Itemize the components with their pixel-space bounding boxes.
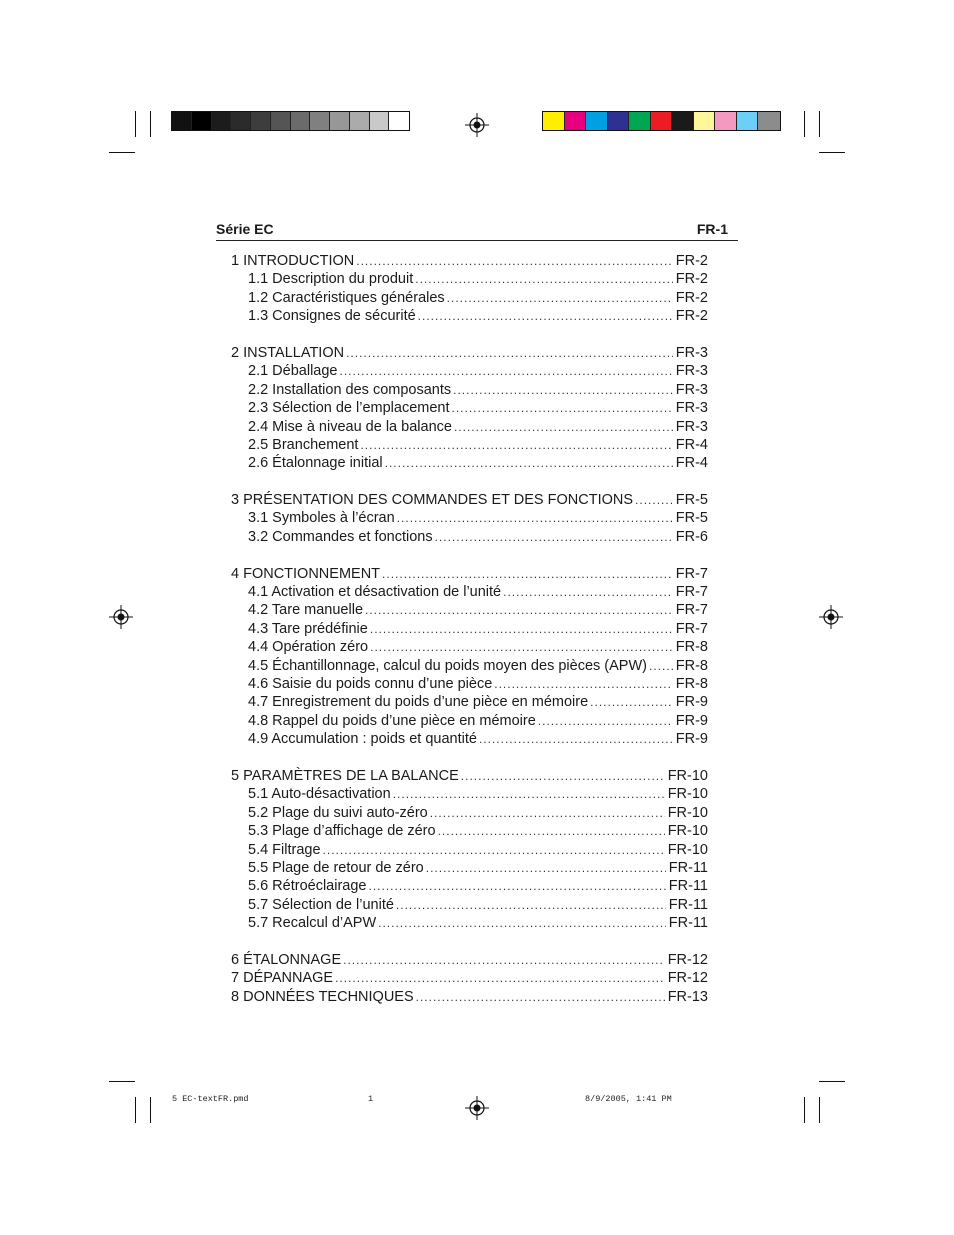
toc-leader-dots [416,988,665,1006]
color-swatch [737,112,759,130]
toc-entry-page: FR-2 [675,271,708,288]
toc-entry-page: FR-2 [675,253,708,269]
toc-entry-label: 5.1 Auto-désactivation [248,786,391,803]
toc-entry-page: FR-6 [675,528,708,545]
toc-entry-page: FR-3 [675,344,708,361]
toc-entry-label: 4.1 Activation et désactivation de l’unité [248,584,502,601]
toc-entry[interactable] [231,804,708,822]
toc-entry-label: 5.2 Plage du suivi auto-zéro [248,804,428,821]
toc-entry-page: FR-8 [675,639,708,656]
toc-entry-label: 4 FONCTIONNEMENT [231,565,381,582]
toc-entry-page: FR-7 [675,602,708,619]
toc-leader-dots [369,877,666,895]
color-swatch [330,112,350,130]
toc-leader-dots [396,896,666,914]
registration-mark-icon [109,605,133,629]
toc-entry[interactable] [231,601,708,619]
toc-entry-label: 2.2 Installation des composants [248,381,452,398]
color-swatch [231,112,251,130]
toc-entry-label: 5.7 Sélection de l’unité [248,896,394,913]
toc-leader-dots [649,657,673,675]
toc-entry-page: FR-10 [667,841,708,858]
color-swatch [192,112,212,130]
toc-entry-label: 3.2 Commandes et fonctions [248,528,433,545]
toc-entry[interactable] [231,785,708,803]
toc-entry[interactable] [231,344,708,362]
toc-entry-page: FR-10 [667,786,708,803]
toc-entry-label: 5.5 Plage de retour de zéro [248,859,424,876]
toc-entry[interactable] [231,565,708,583]
toc-entry-page: FR-5 [675,492,708,509]
toc-entry-page: FR-8 [675,675,708,692]
toc-entry[interactable] [231,252,708,270]
toc-entry-page: FR-7 [675,584,708,601]
color-swatch [758,112,780,130]
toc-leader-dots [438,822,665,840]
toc-entry-label: 4.5 Échantillonnage, calcul du poids moyen des pièces (APW) [248,657,647,674]
toc-entry[interactable] [231,657,708,675]
toc-leader-dots [452,399,673,417]
toc-entry[interactable] [231,381,708,399]
toc-leader-dots [382,565,673,583]
toc-entry[interactable] [231,583,708,601]
toc-entry-page: FR-5 [675,510,708,527]
toc-entry-label: 4.9 Accumulation : poids et quantité [248,731,477,748]
color-swatch [370,112,390,130]
registration-mark-icon [819,605,843,629]
toc-entry[interactable] [231,620,708,638]
grayscale-color-bar [171,111,410,131]
toc-entry-page: FR-10 [667,823,708,840]
toc-entry[interactable] [231,509,708,527]
toc-leader-dots [360,436,672,454]
toc-entry-page: FR-8 [675,657,708,674]
toc-entry-label: 2.4 Mise à niveau de la balance [248,418,452,435]
toc-entry[interactable] [231,896,708,914]
footer-file-name: 5 EC-textFR.pmd [172,1094,249,1104]
toc-entry-page: FR-3 [675,418,708,435]
toc-entry-label: 8 DONNÉES TECHNIQUES [231,988,414,1005]
toc-entry[interactable] [231,399,708,417]
toc-entry[interactable] [231,454,708,472]
toc-entry-page: FR-10 [667,767,708,784]
toc-entry[interactable] [231,270,708,288]
toc-entry[interactable] [231,675,708,693]
toc-entry[interactable] [231,951,708,969]
color-swatch [651,112,673,130]
footer-page-number: 1 [368,1094,374,1104]
color-swatch [694,112,716,130]
color-swatch [715,112,737,130]
toc-leader-dots [447,289,673,307]
toc-entry-page: FR-7 [675,565,708,582]
toc-entry-label: 4.6 Saisie du poids connu d’une pièce [248,675,493,692]
table-of-contents [231,252,708,1006]
color-swatch [350,112,370,130]
toc-entry-label: 2.5 Branchement [248,436,359,453]
toc-entry[interactable] [231,969,708,987]
color-swatch [271,112,291,130]
toc-entry[interactable] [231,914,708,932]
toc-leader-dots [340,362,673,380]
toc-entry-label: 5.4 Filtrage [248,841,321,858]
toc-entry[interactable] [231,841,708,859]
toc-entry-page: FR-11 [668,915,708,932]
toc-entry-page: FR-13 [667,988,708,1005]
toc-entry-page: FR-7 [675,620,708,637]
toc-entry-page: FR-2 [675,308,708,325]
toc-leader-dots [323,841,665,859]
toc-entry-label: 1 INTRODUCTION [231,253,355,269]
toc-entry-label: 1.3 Consignes de sécurité [248,308,416,325]
registration-mark-icon [465,113,489,137]
toc-leader-dots [335,969,665,987]
toc-leader-dots [435,528,673,546]
toc-entry-label: 3 PRÉSENTATION DES COMMANDES ET DES FONCTIONS [231,492,634,509]
toc-leader-dots [343,951,665,969]
toc-entry-page: FR-3 [675,381,708,398]
toc-entry-label: 2 INSTALLATION [231,344,345,361]
color-swatch [172,112,192,130]
toc-entry-page: FR-10 [667,804,708,821]
toc-leader-dots [415,270,673,288]
toc-leader-dots [479,730,673,748]
toc-entry-page: FR-11 [668,896,708,913]
toc-entry-label: 7 DÉPANNAGE [231,970,334,987]
toc-leader-dots [635,491,673,509]
toc-leader-dots [426,859,666,877]
toc-leader-dots [461,767,665,785]
toc-entry[interactable] [231,436,708,454]
toc-leader-dots [393,785,665,803]
toc-entry-page: FR-12 [667,970,708,987]
toc-leader-dots [378,914,666,932]
color-swatch [389,112,409,130]
color-swatch [608,112,630,130]
toc-entry-page: FR-11 [668,878,708,895]
color-swatch [251,112,271,130]
toc-entry-label: 6 ÉTALONNAGE [231,951,342,968]
header-page-number: FR-1 [696,221,728,237]
toc-entry[interactable] [231,289,708,307]
toc-entry-page: FR-4 [675,436,708,453]
color-swatch [543,112,565,130]
toc-entry-label: 1.2 Caractéristiques générales [248,289,445,306]
toc-entry[interactable] [231,730,708,748]
toc-entry-label: 4.8 Rappel du poids d’une pièce en mémoire [248,712,536,729]
color-swatch [291,112,311,130]
color-swatch [586,112,608,130]
toc-entry-label: 5.3 Plage d’affichage de zéro [248,823,436,840]
process-color-bar [542,111,781,131]
toc-entry-label: 4.2 Tare manuelle [248,602,364,619]
toc-entry-page: FR-9 [675,694,708,711]
toc-entry-label: 4.7 Enregistrement du poids d’une pièce en mémoire [248,694,589,711]
toc-entry-page: FR-11 [668,859,708,876]
toc-leader-dots [590,693,673,711]
toc-entry[interactable] [231,877,708,895]
toc-entry[interactable] [231,767,708,785]
color-swatch [565,112,587,130]
toc-entry[interactable] [231,693,708,711]
color-swatch [629,112,651,130]
toc-entry-label: 2.3 Sélection de l’emplacement [248,400,450,417]
toc-entry-page: FR-12 [667,951,708,968]
toc-entry-label: 5.7 Recalcul d’APW [248,915,377,932]
toc-leader-dots [370,620,673,638]
toc-entry-label: 4.4 Opération zéro [248,639,369,656]
toc-entry-label: 5 PARAMÈTRES DE LA BALANCE [231,767,459,784]
toc-leader-dots [453,381,673,399]
color-swatch [310,112,330,130]
toc-entry-page: FR-9 [675,712,708,729]
toc-leader-dots [430,804,665,822]
toc-entry[interactable] [231,307,708,325]
toc-leader-dots [370,638,673,656]
toc-entry[interactable] [231,822,708,840]
toc-entry-label: 5.6 Rétroéclairage [248,878,367,895]
header-series-title: Série EC [216,221,274,237]
footer-datetime: 8/9/2005, 1:41 PM [585,1094,672,1104]
toc-leader-dots [503,583,673,601]
toc-entry-page: FR-3 [675,363,708,380]
color-swatch [212,112,232,130]
toc-leader-dots [365,601,673,619]
toc-entry-label: 4.3 Tare prédéfinie [248,620,368,637]
toc-entry[interactable] [231,362,708,380]
toc-leader-dots [385,454,673,472]
toc-leader-dots [346,344,673,362]
toc-entry-label: 1.1 Description du produit [248,271,414,288]
toc-entry[interactable] [231,638,708,656]
toc-leader-dots [397,509,673,527]
toc-entry-label: 2.1 Déballage [248,363,338,380]
toc-entry-page: FR-3 [675,400,708,417]
toc-entry[interactable] [231,418,708,436]
color-swatch [672,112,694,130]
toc-entry-page: FR-4 [675,455,708,472]
toc-leader-dots [538,712,673,730]
toc-entry[interactable] [231,988,708,1006]
toc-leader-dots [494,675,673,693]
toc-leader-dots [356,252,673,270]
toc-entry-page: FR-2 [675,289,708,306]
toc-entry[interactable] [231,712,708,730]
toc-entry[interactable] [231,528,708,546]
toc-entry-label: 3.1 Symboles à l’écran [248,510,395,527]
toc-entry-label: 2.6 Étalonnage initial [248,455,383,472]
running-header [216,219,738,241]
registration-mark-icon [465,1096,489,1120]
toc-entry[interactable] [231,859,708,877]
toc-entry-page: FR-9 [675,731,708,748]
toc-leader-dots [418,307,673,325]
toc-leader-dots [454,418,673,436]
toc-entry[interactable] [231,491,708,509]
